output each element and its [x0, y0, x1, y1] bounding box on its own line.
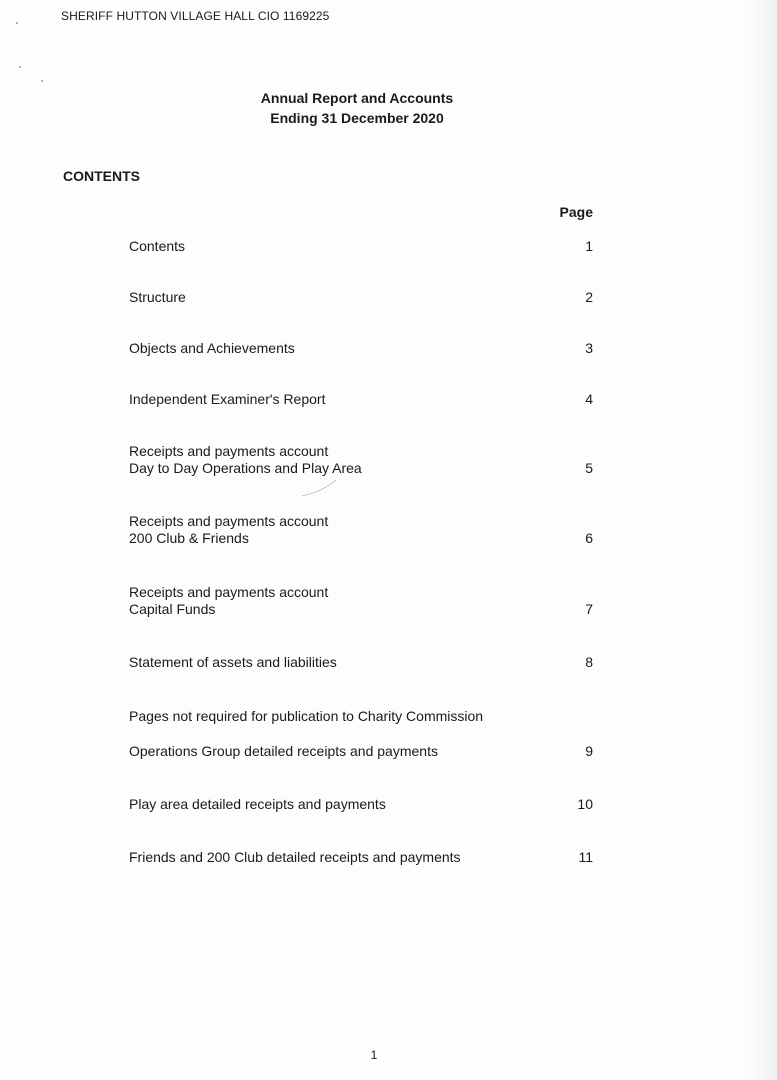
toc-item-contents: Contents	[129, 238, 186, 254]
toc-item-structure: Structure	[129, 289, 186, 305]
toc-page-number: 7	[585, 601, 593, 617]
toc-page-number: 9	[585, 743, 593, 759]
scan-speck	[16, 22, 18, 24]
toc-item-receipts-200-club-line-1: Receipts and payments account	[129, 513, 329, 529]
toc-page-number: 10	[577, 796, 593, 812]
toc-page-number: 2	[585, 289, 593, 305]
pen-mark-scribble	[300, 478, 340, 500]
publication-note: Pages not required for publication to Charity Commission	[129, 708, 484, 724]
report-title-line-2: Ending 31 December 2020	[270, 110, 444, 126]
scan-speck	[19, 66, 21, 68]
toc-item-objects-achievements: Objects and Achievements	[129, 340, 295, 356]
toc-item-operations-detailed: Operations Group detailed receipts and payments	[129, 743, 438, 759]
toc-item-receipts-capital-line-1: Receipts and payments account	[129, 584, 329, 600]
toc-page-number: 6	[585, 530, 593, 546]
toc-item-receipts-capital-line-2: Capital Funds	[129, 601, 216, 617]
toc-item-receipts-200-club-line-2: 200 Club & Friends	[129, 530, 249, 546]
organisation-header: SHERIFF HUTTON VILLAGE HALL CIO 1169225	[61, 9, 330, 23]
toc-page-number: 3	[585, 340, 593, 356]
toc-item-examiners-report: Independent Examiner's Report	[129, 391, 326, 407]
toc-item-receipts-operations-line-1: Receipts and payments account	[129, 443, 329, 459]
footer-page-number: 1	[370, 1048, 378, 1062]
scan-speck	[41, 80, 43, 82]
toc-item-assets-liabilities: Statement of assets and liabilities	[129, 654, 337, 670]
page-column-header: Page	[559, 204, 593, 220]
report-title-line-1: Annual Report and Accounts	[260, 90, 454, 106]
toc-page-number: 11	[578, 849, 593, 865]
toc-page-number: 5	[585, 460, 593, 476]
toc-item-friends-200-club-detailed: Friends and 200 Club detailed receipts and payments	[129, 849, 461, 865]
scan-edge-shading	[747, 0, 777, 1080]
toc-page-number: 1	[585, 238, 593, 254]
toc-item-play-area-detailed: Play area detailed receipts and payments	[129, 796, 386, 812]
toc-page-number: 4	[585, 391, 593, 407]
toc-page-number: 8	[585, 654, 593, 670]
toc-item-receipts-operations-line-2: Day to Day Operations and Play Area	[129, 460, 362, 476]
contents-heading: CONTENTS	[63, 168, 140, 184]
